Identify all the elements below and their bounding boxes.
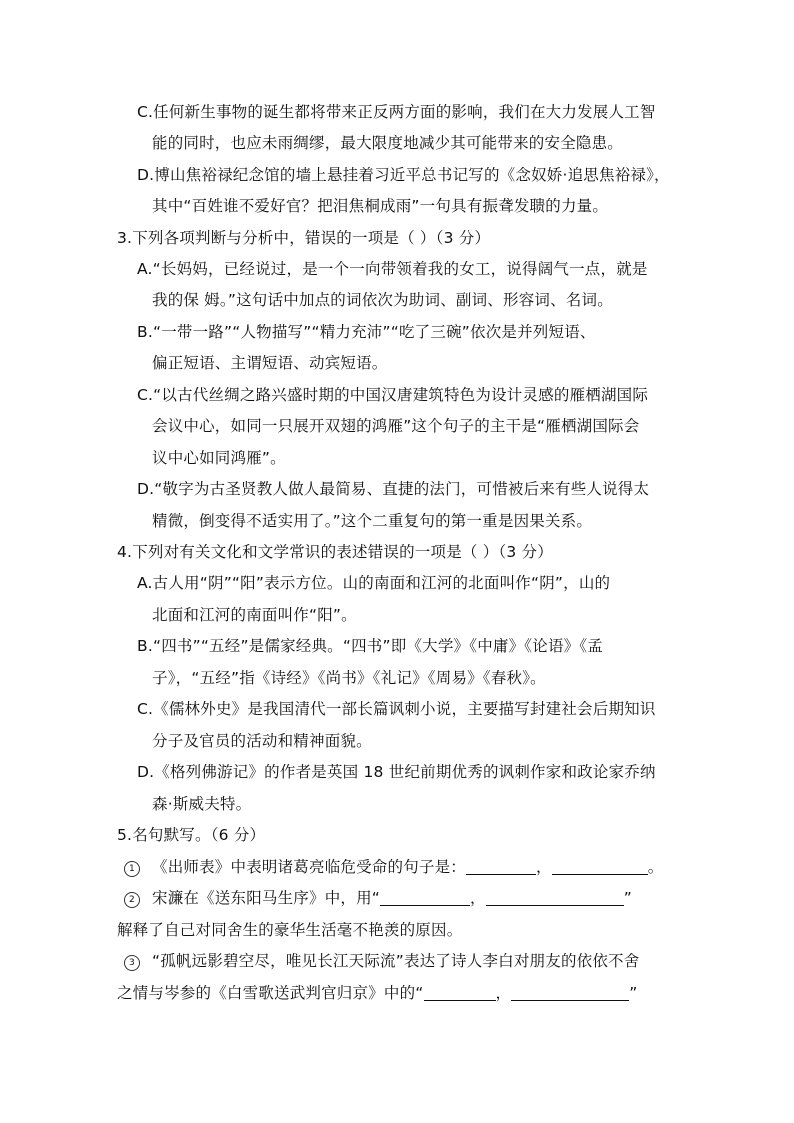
answer-blank-3b[interactable] [511,984,629,1001]
answer-blank-3a[interactable] [424,984,496,1001]
circled-number-1: 1 [124,861,140,877]
q5-item-3-end: ” [629,984,638,1002]
answer-blank-2b[interactable] [486,889,624,906]
q3-option-b-line1: B.“一带一路”“人物描写”“精力充沛”“吃了三碗”依次是并列短语、 [137,323,596,341]
q4-option-c-line1: C.《儒林外史》是我国清代一部长篇讽刺小说，主要描写封建社会后期知识 [137,700,656,718]
q3-option-c-line3: 议中心如同鸿雁”。 [152,449,286,467]
q4-option-a-line2: 北面和江河的南面叫作“阳”。 [152,606,357,624]
q4-option-a-line1: A.古人用“阴”“阳”表示方位。山的南面和江河的北面叫作“阴”，山的 [137,574,611,592]
q3-option-c-line1: C.“以古代丝绸之路兴盛时期的中国汉唐建筑特色为设计灵感的雁栖湖国际 [137,386,649,404]
q4-option-d-line1: D.《格列佛游记》的作者是英国 18 世纪前期优秀的讽刺作家和政论家乔纳 [137,763,656,781]
q5-item-3-sep: ， [495,984,512,1002]
q4-stem: 4.下列对有关文化和文学常识的表述错误的一项是（ ）（3 分） [117,543,553,561]
q3-option-d-line1: D.“敬字为古圣贤教人做人最简易、直捷的法门，可惜被后来有些人说得太 [137,480,650,498]
circled-number-3: 3 [124,955,140,971]
answer-blank-2a[interactable] [380,889,470,906]
q4-option-b-line2: 子》，“五经”指《诗经》《尚书》《礼记》《周易》《春秋》。 [152,669,546,687]
q5-item-2 [124,888,632,908]
q5-item-1-text: 《出师表》中表明诸葛亮临危受命的句子是： [152,858,467,876]
q5-item-2-end: ” [623,889,632,907]
q5-stem: 5.名句默写。（6 分） [117,826,266,844]
q2-option-d-line1: D.博山焦裕禄纪念馆的墙上悬挂着习近平总书记写的《念奴娇·追思焦裕禄》， [137,166,670,184]
q2-option-d-line2: 其中“百姓谁不爱好官？把泪焦桐成雨”一句具有振聋发聩的力量。 [152,197,609,215]
q5-item-2-continuation: 解释了自己对同舍生的豪华生活毫不艳羡的原因。 [117,921,463,939]
q2-option-c-line1: C.任何新生事物的诞生都将带来正反两方面的影响，我们在大力发展人工智 [137,103,656,121]
q5-item-2-text: 宋濂在《送东阳马生序》中，用“ [152,889,381,907]
q4-option-d-line2: 森·斯威夫特。 [152,795,252,813]
circled-number-2: 2 [124,892,140,908]
q5-item-1-end: 。 [647,858,664,876]
q5-item-3-continuation [117,983,637,1003]
q2-option-c-line2: 能的同时，也应未雨绸缪，最大限度地减少其可能带来的安全隐患。 [152,134,624,152]
answer-blank-1b[interactable] [552,858,648,875]
q3-option-c-line2: 会议中心，如同一只展开双翅的鸿雁”这个句子的主干是“雁栖湖国际会 [152,417,640,435]
q3-stem: 3.下列各项判断与分析中，错误的一项是（ ）（3 分） [117,229,491,247]
q5-item-2-sep: ， [470,889,486,907]
q5-item-1-sep: ， [536,858,552,876]
answer-blank-1a[interactable] [466,858,536,875]
q3-option-a-line1: A.“长妈妈，已经说过，是一个一向带领着我的女工，说得阔气一点，就是 [137,260,648,278]
q4-option-b-line1: B.“四书”“五经”是儒家经典。“四书”即《大学》《中庸》《论语》《孟 [137,637,603,655]
q4-option-c-line2: 分子及官员的活动和精神面貌。 [152,732,372,750]
q5-item-3-cont-text: 之情与岑参的《白雪歌送武判官归京》中的“ [117,984,424,1002]
q3-option-d-line2: 精微，倒变得不适实用了。”这个二重复句的第一重是因果关系。 [152,512,593,530]
q5-item-1 [124,857,663,877]
q3-option-a-line2: 我的保 姆。”这句话中加点的词依次为助词、副词、形容词、名词。 [152,291,613,309]
q3-option-b-line2: 偏正短语、主谓短语、动宾短语。 [152,354,388,372]
q5-item-3 [124,951,639,971]
q5-item-3-text: “孤帆远影碧空尽，唯见长江天际流”表达了诗人李白对朋友的依依不舍 [152,952,640,970]
